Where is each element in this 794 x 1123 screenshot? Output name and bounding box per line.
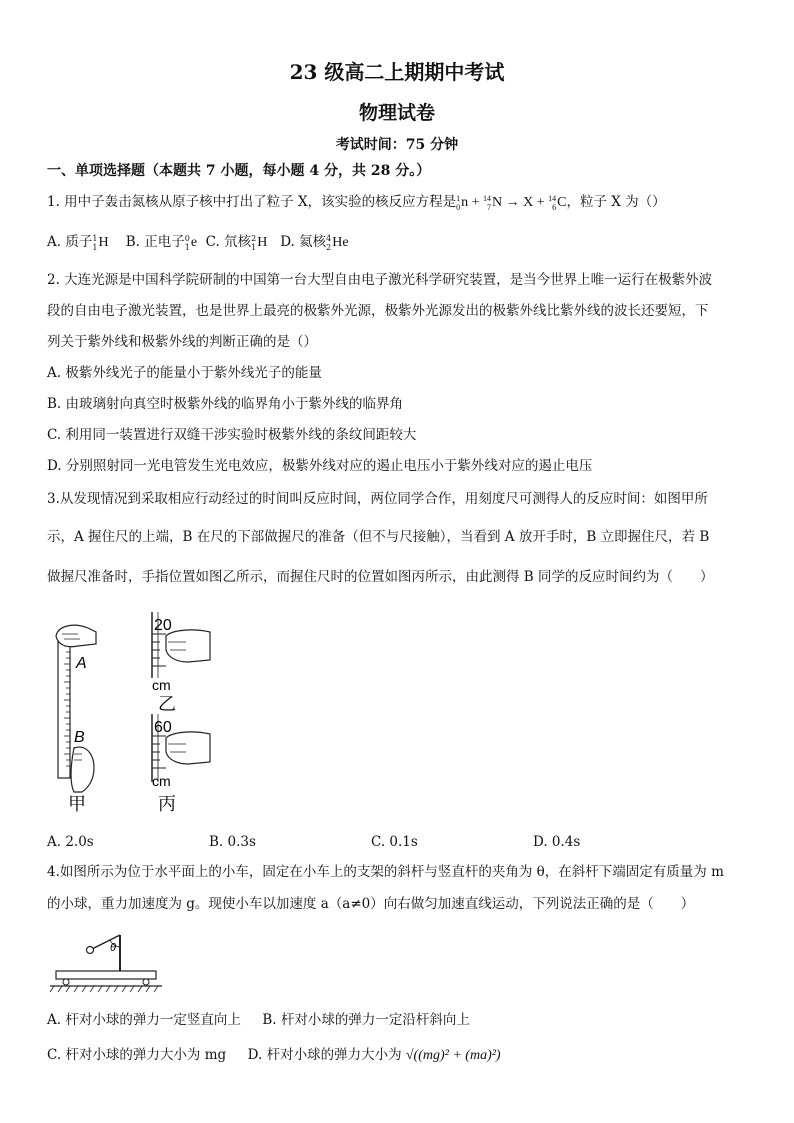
q3-option-c: C. 0.1s xyxy=(371,834,418,850)
caption-yi: 乙 xyxy=(158,694,176,714)
q4-option-a: A. 杆对小球的弹力一定竖直向上 xyxy=(47,1012,241,1028)
q2-option-c: C. 利用同一装置进行双缝干涉实验时极紫外线的条纹间距较大 xyxy=(47,427,417,443)
q3-ruler-figure xyxy=(48,608,228,818)
q3-line-2: 示，A 握住尺的上端，B 在尺的下部做握尺的准备（但不与尺接触），当看到 A 放开手时，B 立即握住尺，若 B xyxy=(47,529,710,545)
q1-option-b: B. 正电子 0 1 e xyxy=(125,233,198,252)
reading-yi: 20 xyxy=(154,617,172,634)
q2-line-3: 列关于紫外线和极紫外线的判断正确的是（） xyxy=(47,334,317,350)
q4-option-c: C. 杆对小球的弹力大小为 mg xyxy=(47,1047,227,1063)
label-b: B xyxy=(74,729,85,746)
q3-option-b: B. 0.3s xyxy=(209,834,256,850)
q1-stem-end: ，粒子 X 为（） xyxy=(566,194,666,210)
caption-bing: 丙 xyxy=(158,794,176,814)
q2-option-b: B. 由玻璃射向真空时极紫外线的临界角小于紫外线的临界角 xyxy=(47,396,404,412)
wheel-right-icon xyxy=(143,979,149,985)
q4-line-1: 4.如图所示为位于水平面上的小车，固定在小车上的支架的斜杆与竖直杆的夹角为 θ，在斜杆下端固定有质量为 m xyxy=(47,864,724,880)
ball-icon xyxy=(87,947,94,954)
q1-equation: 1 0 n + 14 7 N → X + 14 6 C xyxy=(456,193,567,212)
q4-option-d-formula: √((mg)² + (ma)²) xyxy=(405,1048,501,1063)
q3-line-1: 3.从发现情况到采取相应行动经过的时间叫反应时间，两位同学合作，用刻度尺可测得人的反应时间：如图甲所 xyxy=(47,491,708,507)
exam-title: 23 级高二上期期中考试 xyxy=(289,60,505,84)
wheel-left-icon xyxy=(63,979,69,985)
reading-bing: 60 xyxy=(154,719,172,736)
hand-a-icon xyxy=(56,625,96,647)
q1-stem xyxy=(47,192,666,213)
q4-cart-figure xyxy=(46,925,166,995)
unit-yi: cm xyxy=(152,677,171,693)
q4-options-ab xyxy=(47,1010,470,1030)
ruler-jia xyxy=(56,625,96,814)
q1-option-c: C. 氘核 2 1 H xyxy=(205,233,268,252)
q1-stem-text: 1. 用中子轰击氮核从原子核中打出了粒子 X，该实验的核反应方程是 xyxy=(47,194,457,210)
theta-label: θ xyxy=(110,942,116,954)
q3-option-a: A. 2.0s xyxy=(47,834,94,850)
q2-option-a: A. 极紫外线光子的能量小于紫外线光子的能量 xyxy=(47,365,322,381)
ruler-yi xyxy=(152,612,210,714)
q4-option-d: D. 杆对小球的弹力大小为 xyxy=(247,1047,402,1063)
cart-body xyxy=(56,971,156,979)
caption-jia: 甲 xyxy=(68,794,86,814)
q1-option-d: D. 氦核 4 2 He xyxy=(280,233,349,252)
hand-yi-icon xyxy=(166,630,210,662)
unit-bing: cm xyxy=(152,773,171,789)
section-heading: 一、单项选择题（本题共 7 小题，每小题 4 分，共 28 分。） xyxy=(47,163,431,179)
exam-subject: 物理试卷 xyxy=(358,102,435,124)
q4-options-cd xyxy=(47,1045,501,1066)
q2-line-2: 段的自由电子激光装置，也是世界上最亮的极紫外光源，极紫外光源发出的极紫外线比紫外线的波长还要短，下 xyxy=(47,303,709,319)
q1-option-a: A. 质子 1 1 H xyxy=(47,233,109,252)
q3-option-d: D. 0.4s xyxy=(533,834,581,850)
hand-bing-icon xyxy=(166,732,210,764)
q3-options xyxy=(47,832,695,852)
exam-time: 考试时间：75 分钟 xyxy=(335,137,459,153)
q3-line-3: 做握尺准备时，手指位置如图乙所示，而握住尺时的位置如图丙所示，由此测得 B 同学的反应时间约为（ ） xyxy=(47,569,714,585)
ruler-bing xyxy=(152,714,210,814)
q4-option-b: B. 杆对小球的弹力一定沿杆斜向上 xyxy=(262,1012,470,1028)
q1-options xyxy=(47,232,349,253)
q2-option-d: D. 分别照射同一光电管发生光电效应，极紫外线对应的遏止电压小于紫外线对应的遏止电压 xyxy=(47,458,593,474)
q4-line-2: 的小球，重力加速度为 g。现使小车以加速度 a（a≠0）向右做匀加速直线运动，下列说法正确的是（ ） xyxy=(47,896,695,912)
label-a: A xyxy=(76,655,87,672)
q2-line-1: 2. 大连光源是中国科学院研制的中国第一台大型自由电子激光科学研究装置，是当今世界上唯一运行在极紫外波 xyxy=(47,272,713,288)
